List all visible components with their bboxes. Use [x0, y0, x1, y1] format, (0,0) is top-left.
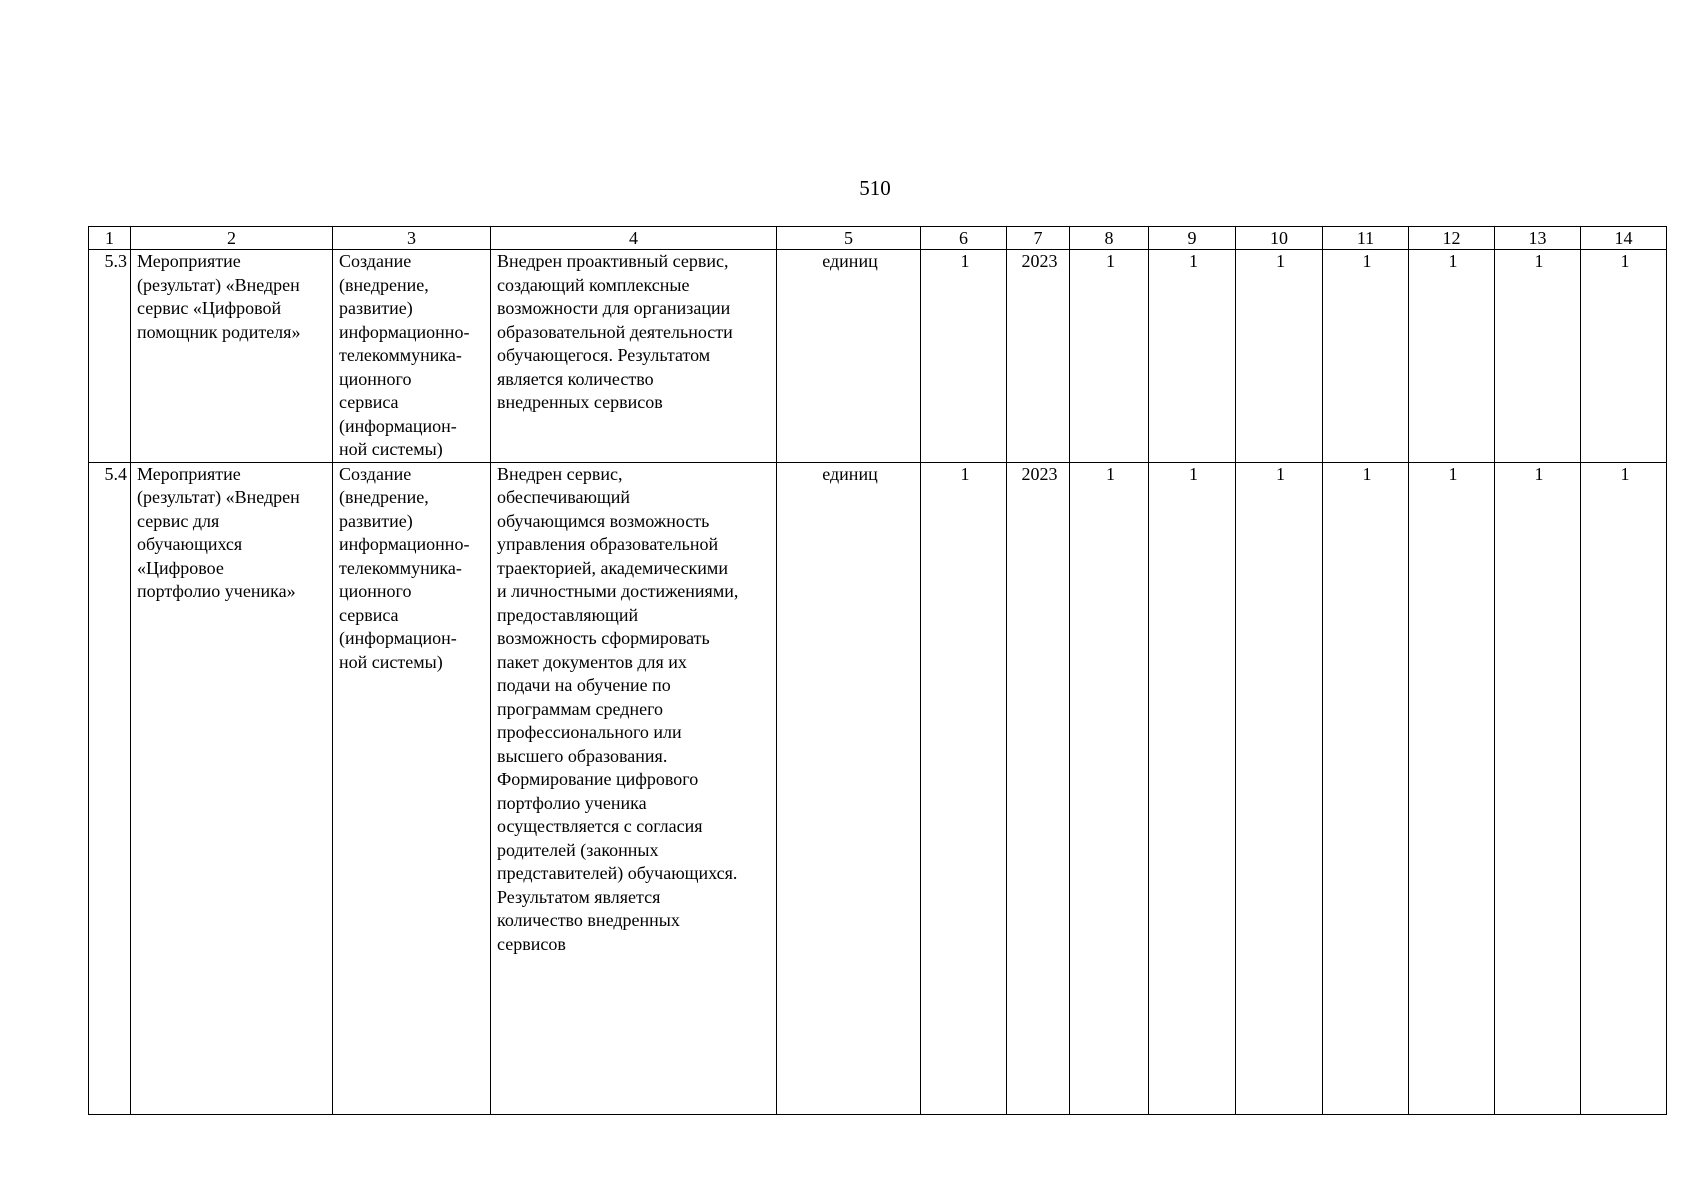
base-value-cell: 1 — [921, 462, 1007, 1114]
column-header: 3 — [333, 227, 491, 250]
event-type: Создание (внедрение, развитие) информационно- телекоммуника- ционного сервиса (информацион- ной системы) — [333, 250, 491, 463]
indicators-table — [88, 226, 1667, 1115]
value-cell: 1 — [1409, 250, 1495, 463]
column-header: 8 — [1070, 227, 1149, 250]
value-cell: 1 — [1070, 462, 1149, 1114]
column-header: 14 — [1581, 227, 1667, 250]
column-header: 11 — [1323, 227, 1409, 250]
column-header: 9 — [1149, 227, 1236, 250]
value-cell: 1 — [1149, 462, 1236, 1114]
column-header: 7 — [1007, 227, 1070, 250]
value-cell: 1 — [1323, 462, 1409, 1114]
column-header: 12 — [1409, 227, 1495, 250]
value-cell: 1 — [1236, 250, 1323, 463]
row-number: 5.3 — [89, 250, 131, 463]
value-cell: 1 — [1149, 250, 1236, 463]
value-cell: 1 — [1070, 250, 1149, 463]
table-row — [89, 250, 1667, 463]
unit-cell: единиц — [777, 462, 921, 1114]
value-cell: 1 — [1581, 462, 1667, 1114]
event-description: Внедрен сервис, обеспечивающий обучающимся возможность управления образовательной траекторией, академическими и личностными достижениями, предоставляющий возможность сформировать пакет документов для их подачи на обучение по программам среднего профессионального или высшего образования. Формирование цифрового портфолио ученика осуществляется с согласия родителей (законных представителей) обучающихся. Результатом является количество внедренных сервисов — [491, 462, 777, 1114]
base-year-cell: 2023 — [1007, 250, 1070, 463]
event-description: Внедрен проактивный сервис, создающий комплексные возможности для организации образовательной деятельности обучающегося. Результатом является количество внедренных сервисов — [491, 250, 777, 463]
value-cell: 1 — [1581, 250, 1667, 463]
column-header: 2 — [131, 227, 333, 250]
event-type: Создание (внедрение, развитие) информационно- телекоммуника- ционного сервиса (информацион- ной системы) — [333, 462, 491, 1114]
value-cell: 1 — [1323, 250, 1409, 463]
table-header-row — [89, 227, 1667, 250]
column-header: 5 — [777, 227, 921, 250]
column-header: 4 — [491, 227, 777, 250]
value-cell: 1 — [1236, 462, 1323, 1114]
base-value-cell: 1 — [921, 250, 1007, 463]
column-header: 6 — [921, 227, 1007, 250]
column-header: 1 — [89, 227, 131, 250]
column-header: 10 — [1236, 227, 1323, 250]
event-name: Мероприятие (результат) «Внедрен сервис для обучающихся «Цифровое портфолио ученика» — [131, 462, 333, 1114]
event-name: Мероприятие (результат) «Внедрен сервис «Цифровой помощник родителя» — [131, 250, 333, 463]
table-row — [89, 462, 1667, 1114]
value-cell: 1 — [1495, 462, 1581, 1114]
base-year-cell: 2023 — [1007, 462, 1070, 1114]
row-number: 5.4 — [89, 462, 131, 1114]
unit-cell: единиц — [777, 250, 921, 463]
value-cell: 1 — [1495, 250, 1581, 463]
value-cell: 1 — [1409, 462, 1495, 1114]
column-header: 13 — [1495, 227, 1581, 250]
page-number: 510 — [859, 176, 891, 200]
